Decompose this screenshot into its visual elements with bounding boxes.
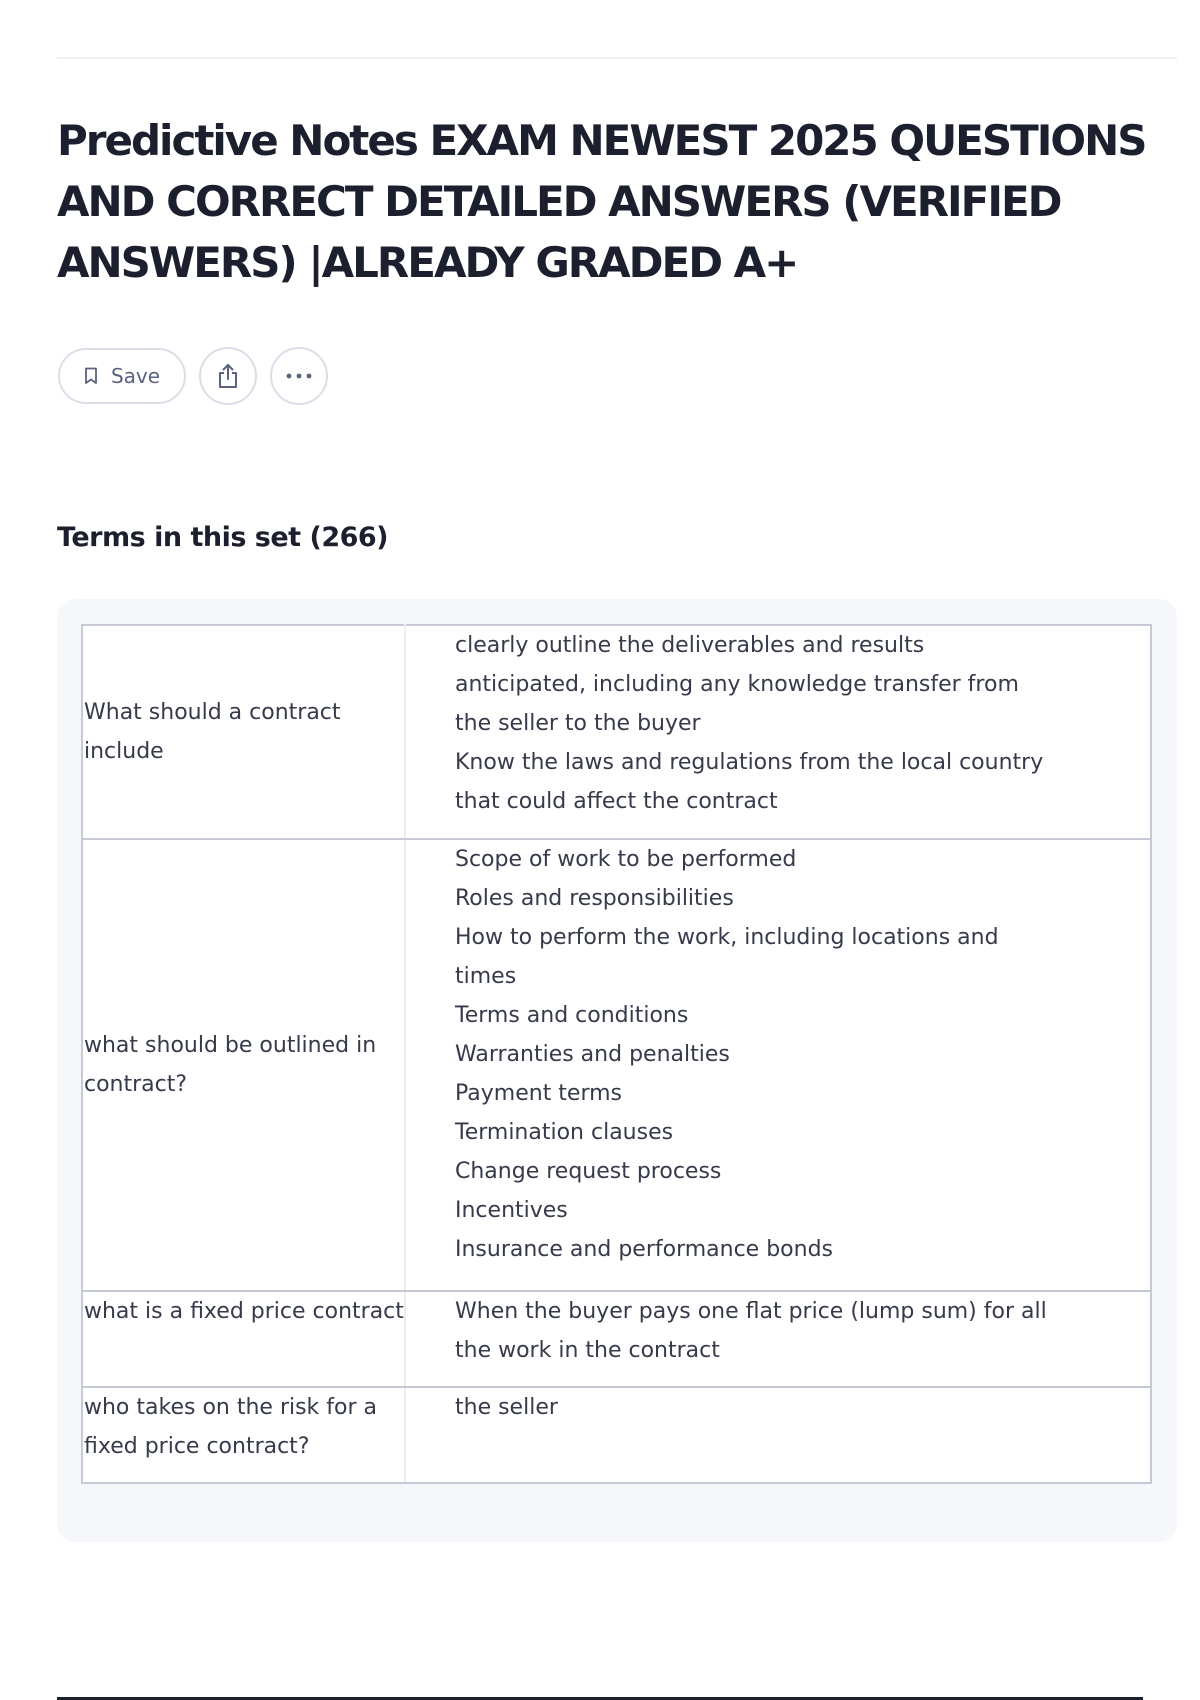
term-cell: what is a fixed price contract (82, 1291, 405, 1387)
bookmark-icon (84, 367, 98, 385)
definition-line: times (455, 964, 517, 989)
save-button[interactable] (58, 348, 186, 404)
definition-line: Incentives (455, 1198, 568, 1223)
definition-cell (405, 839, 1151, 1291)
term-row (82, 839, 1151, 1291)
term-row (82, 625, 1151, 839)
definition-line: clearly outline the deliverables and results (455, 633, 925, 658)
definition-line: Terms and conditions (455, 1003, 689, 1028)
definition-line: Warranties and penalties (455, 1042, 730, 1067)
share-button[interactable] (199, 347, 257, 405)
definition-line: the seller to the buyer (455, 711, 701, 736)
definition-line: anticipated, including any knowledge transfer from (455, 672, 1019, 697)
term-row (82, 1291, 1151, 1387)
term-cell: what should be outlined in contract? (82, 839, 405, 1291)
page-title: Predictive Notes EXAM NEWEST 2025 QUESTIONS AND CORRECT DETAILED ANSWERS (VERIFIED ANSWERS) |ALREADY GRADED A+ (57, 116, 1146, 287)
definition-line: the seller (455, 1395, 558, 1420)
definition-line: When the buyer pays one flat price (lump sum) for all (455, 1299, 1047, 1324)
definition-cell (405, 1291, 1151, 1387)
terms-heading: Terms in this set (266) (57, 522, 389, 553)
terms-table (81, 624, 1152, 1484)
action-bar (58, 346, 328, 406)
definition-cell (405, 625, 1151, 839)
definition-line: How to perform the work, including locations and (455, 925, 999, 950)
definition-line: Insurance and performance bonds (455, 1237, 833, 1262)
definition-line: Payment terms (455, 1081, 623, 1106)
definition-line: the work in the contract (455, 1338, 720, 1363)
term-cell: who takes on the risk for a fixed price contract? (82, 1387, 405, 1483)
save-button-label: Save (110, 364, 161, 388)
top-divider (57, 57, 1177, 59)
definition-line: that could affect the contract (455, 789, 778, 814)
definition-line: Termination clauses (455, 1120, 674, 1145)
definition-line: Scope of work to be performed (455, 847, 797, 872)
more-horizontal-icon (285, 372, 313, 380)
definition-line: Know the laws and regulations from the local country (455, 750, 1044, 775)
term-row (82, 1387, 1151, 1483)
definition-line: Change request process (455, 1159, 722, 1184)
term-cell: What should a contract include (82, 625, 405, 839)
definition-cell (405, 1387, 1151, 1483)
more-options-button[interactable] (270, 347, 328, 405)
share-icon (215, 362, 241, 390)
definition-line: Roles and responsibilities (455, 886, 734, 911)
